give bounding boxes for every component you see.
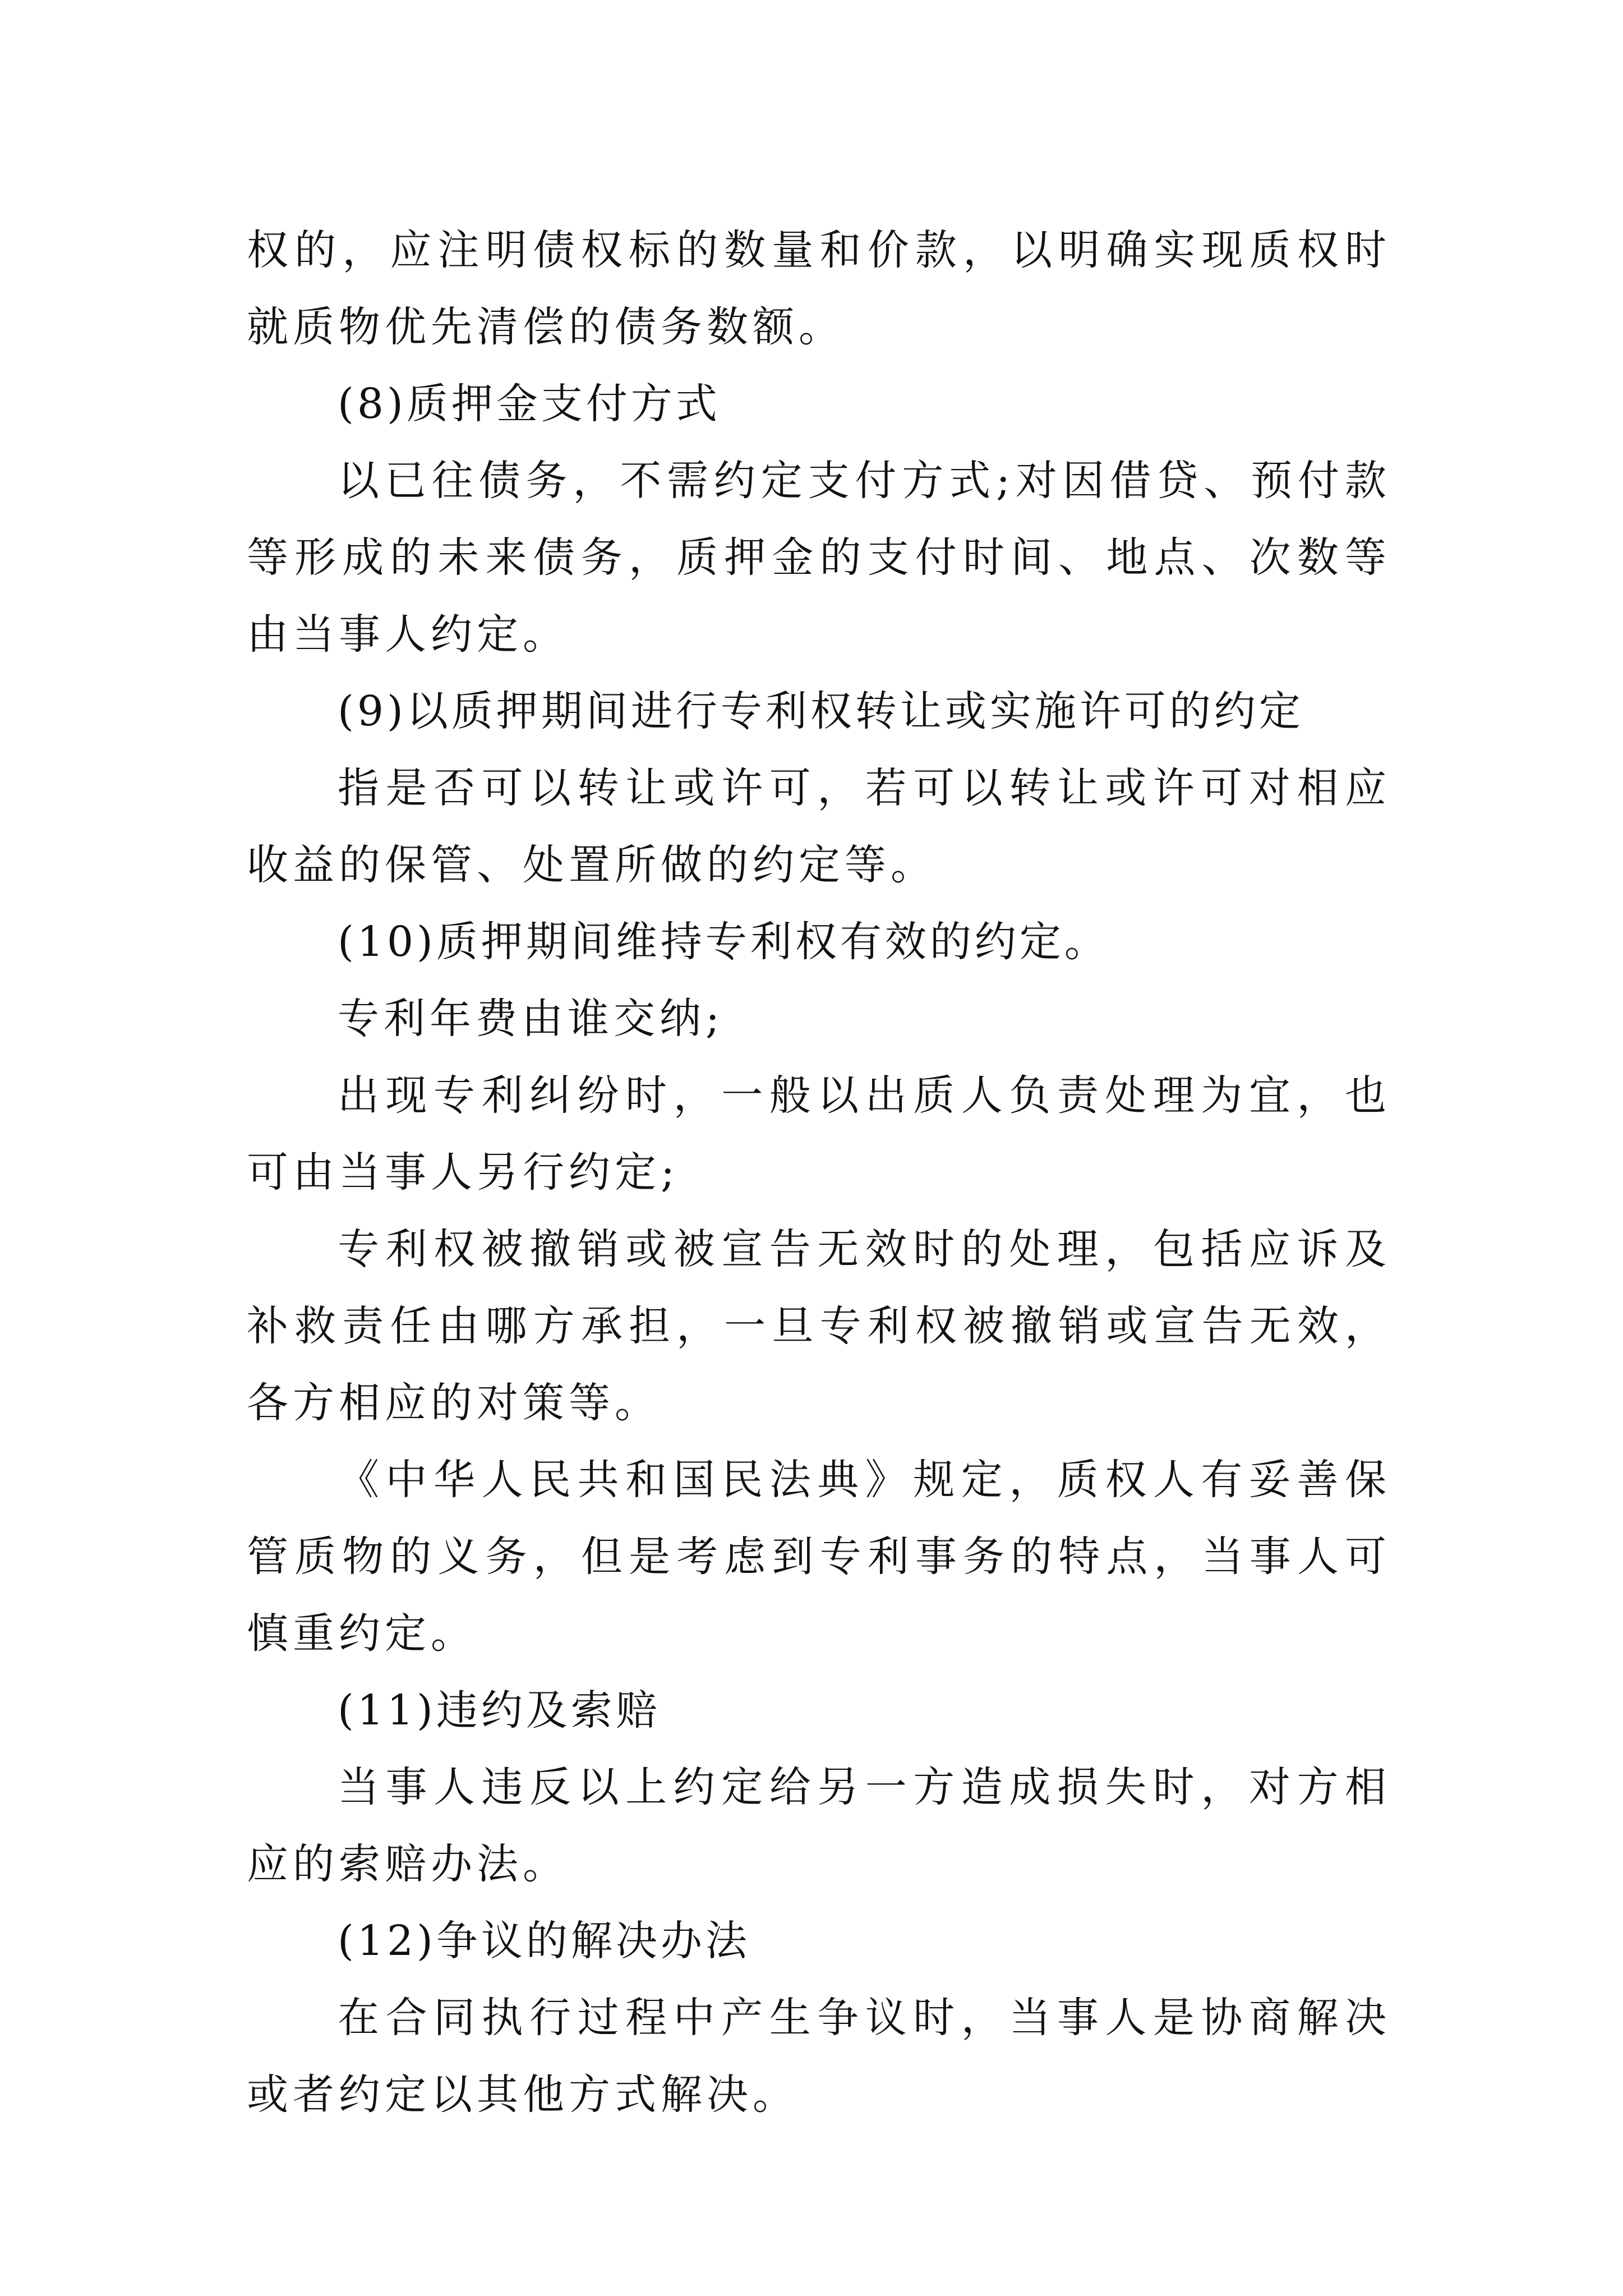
paragraph-continuation: 权的，应注明债权标的数量和价款，以明确实现质权时就质物优先清偿的债务数额。 [247,226,1391,351]
section-heading-8: (8)质押金支付方式 [338,380,721,428]
paragraph-transfer-license: 指是否可以转让或许可，若可以转让或许可对相应收益的保管、处置所做的约定等。 [247,764,1391,889]
paragraph-annual-fee: 专利年费由谁交纳; [338,995,724,1043]
section-heading-11: (11)违约及索赔 [338,1686,661,1734]
section-heading-12: (12)争议的解决办法 [338,1917,750,1965]
section-heading-9: (9)以质押期间进行专利权转让或实施许可的约定 [338,687,1304,735]
section-heading-10: (10)质押期间维持专利权有效的约定。 [338,918,1109,966]
paragraph-breach-claim: 当事人违反以上约定给另一方造成损失时，对方相应的索赔办法。 [247,1763,1391,1888]
paragraph-invalidation: 专利权被撤销或被宣告无效时的处理，包括应诉及补救责任由哪方承担，一旦专利权被撤销或宣告无效，各方相应的对策等。 [247,1225,1391,1427]
document-body [247,212,1391,2133]
paragraph-civil-code: 《中华人民共和国民法典》规定，质权人有妥善保管质物的义务，但是考虑到专利事务的特点，当事人可慎重约定。 [247,1456,1391,1658]
paragraph-dispute-resolution: 在合同执行过程中产生争议时，当事人是协商解决或者约定以其他方式解决。 [247,1994,1391,2119]
paragraph-payment-method: 以已往债务，不需约定支付方式;对因借贷、预付款等形成的未来债务，质押金的支付时间、地点、次数等由当事人约定。 [247,457,1391,659]
paragraph-patent-dispute: 出现专利纠纷时，一般以出质人负责处理为宜，也可由当事人另行约定; [247,1071,1391,1197]
